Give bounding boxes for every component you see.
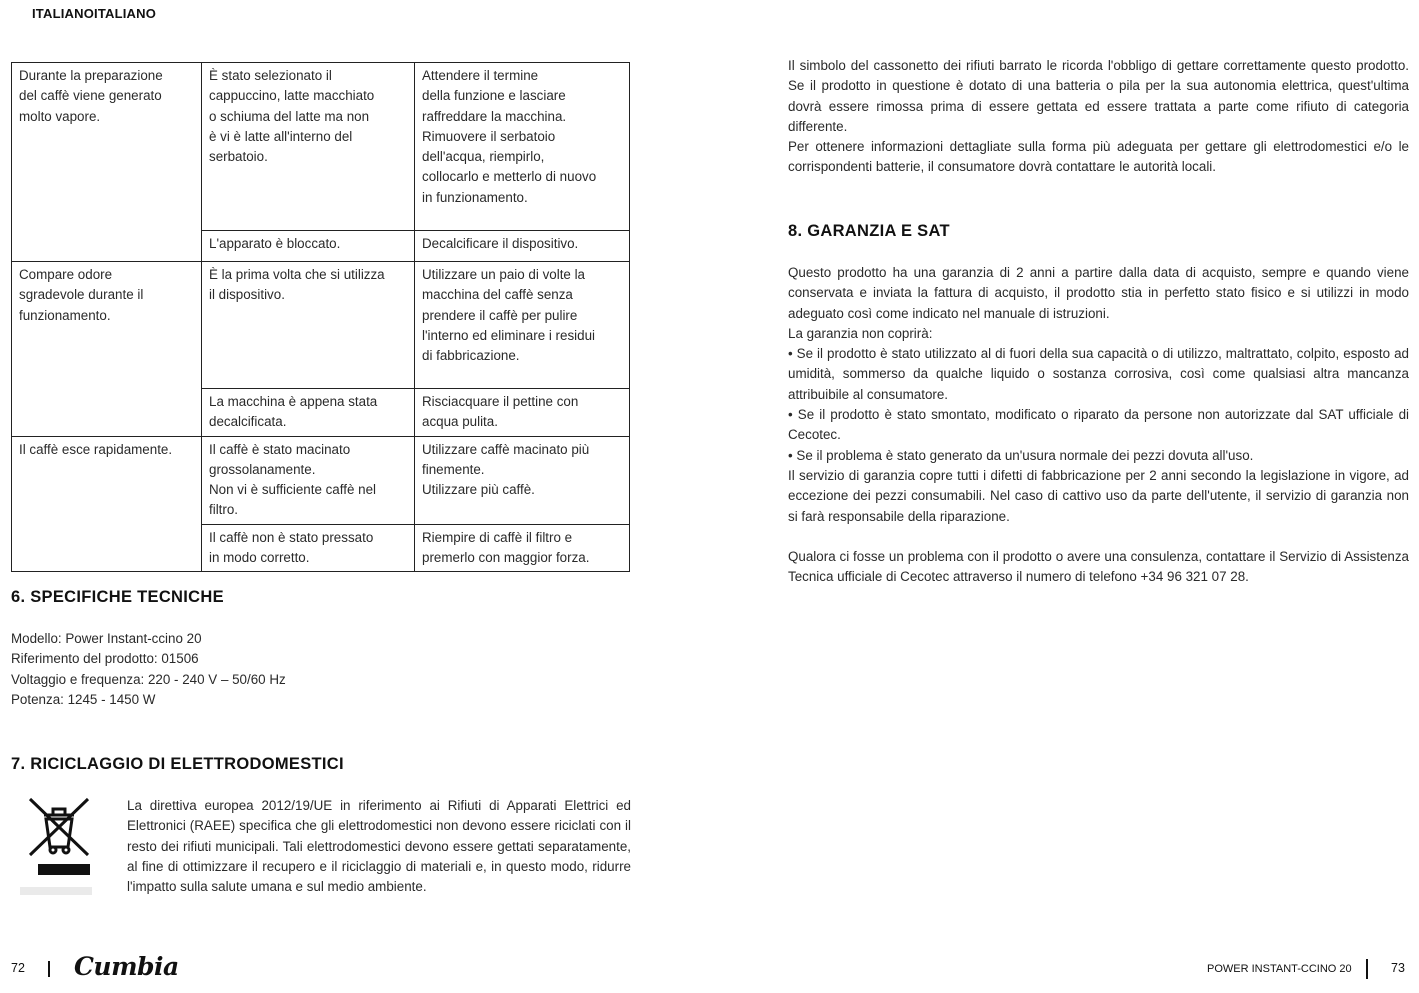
spec-model: Modello: Power Instant-ccino 20 [11,631,202,646]
table-row [12,262,630,389]
cause-cell: È la prima volta che si utilizza il dispositivo. [202,262,415,389]
spec-power: Potenza: 1245 - 1450 W [11,691,156,707]
recycling-text: La direttiva europea 2012/19/UE in riferimento ai Rifiuti di Apparati Elettrici ed Elettronici (RAEE) specifica che gli elettrodomestici non devono essere riciclati con il resto dei rifiuti municipali. Tali elettrodomestici devono essere gettati separatamente, al fine di ottimizzare il recupero e il riciclaggio di materiali e, in questo modo, ridurre l'impatto sulla salute umana e sul medio ambiente. [127,798,631,895]
spec-reference: Riferimento del prodotto: 01506 [11,651,199,667]
problem-cell: Compare odore sgradevole durante il funzionamento. [12,262,202,437]
footer-divider [1366,959,1368,979]
solution-cell: Utilizzare caffè macinato più finemente. Utilizzare più caffè. [415,436,630,524]
solution-cell: Decalcificare il dispositivo. [415,231,630,262]
solution-cell: Riempire di caffè il filtro e premerlo con maggior forza. [415,524,630,572]
spec-voltage: Voltaggio e frequenza: 220 - 240 V – 50/60 Hz [11,671,286,687]
footer-divider [48,961,50,977]
warranty-exclusion: • Se il problema è stato generato da un'usura normale dei pezzi dovuta all'uso. [788,447,1254,463]
troubleshooting-table [11,62,630,572]
warranty-paragraph: La garanzia non coprirà: [788,325,933,341]
problem-cell: Durante la preparazione del caffè viene generato molto vapore. [12,63,202,262]
disposal-paragraph: Il simbolo del cassonetto dei rifiuti barrato le ricorda l'obbligo di gettare correttamente questo prodotto. Se il prodotto in questione è dotato di una batteria o pila per la sua autonomia elettrica, quest'ultima dovrà essere rimossa prima di essere gettata ed essere trattata a parte come rifiuto di categoria differente. [788,58,1409,134]
warranty-paragraph: Questo prodotto ha una garanzia di 2 anni a partire dalla data di acquisto, sempre e quando viene conservata e inviata la fattura di acquisto, il prodotto stia in perfetto stato fisico e si utilizzi in modo adeguato così come indicato nel manuale di istruzioni. [788,265,1409,321]
table-row [12,63,630,231]
disposal-paragraph: Per ottenere informazioni dettagliate sulla forma più adeguata per gettare gli elettrodomestici e/o le corrispondenti batterie, il consumatore dovrà contattare le autorità locali. [788,139,1409,175]
page-number-left: 72 [11,961,25,975]
warranty-text [788,263,1409,588]
table-row [12,436,630,524]
warranty-heading: 8. GARANZIA E SAT [788,222,950,240]
recycling-heading: 7. RICICLAGGIO DI ELETTRODOMESTICI [11,755,344,773]
warranty-paragraph: Il servizio di garanzia copre tutti i difetti di fabbricazione per 2 anni secondo la legislazione in vigore, ad eccezione dei pezzi consumabili. Nel caso di cattivo uso da parte dell'utente, il servizio di garanzia non si farà responsabile della riparazione. [788,467,1409,524]
solution-cell: Risciacquare il pettine con acqua pulita. [415,389,630,437]
solution-cell: Attendere il termine della funzione e lasciare raffreddare la macchina. Rimuovere il serbatoio dell'acqua, riempirlo, collocarlo e metterlo di nuovo in funzionamento. [415,63,630,231]
solution-cell: Utilizzare un paio di volte la macchina del caffè senza prendere il caffè per pulire l'interno ed eliminare i residui di fabbricazione. [415,262,630,389]
cause-cell: L'apparato è bloccato. [202,231,415,262]
disposal-info [788,56,1409,178]
problem-cell: Il caffè esce rapidamente. [12,436,202,572]
warranty-contact: Qualora ci fosse un problema con il prodotto o avere una consulenza, contattare il Servizio di Assistenza Tecnica ufficiale di Cecotec attraverso il numero di telefono +34 96 321 07 28. [788,549,1409,585]
cause-cell: La macchina è appena stata decalcificata. [202,389,415,437]
weee-crossed-bin-icon [18,795,100,901]
warranty-exclusion: • Se il prodotto è stato smontato, modificato o riparato da persone non autorizzate dal SAT ufficiale di Cecotec. [788,407,1409,443]
specs-heading: 6. SPECIFICHE TECNICHE [11,588,224,606]
warranty-exclusion: • Se il prodotto è stato utilizzato al di fuori della sua capacità o di utilizzo, maltrattato, colpito, esposto ad umidità, sommerso da qualche liquido o sostanza corrosiva, così come qualsiasi altra mancanza attribuibile al consumatore. [788,346,1409,402]
specs-list [11,629,286,710]
cause-cell: Il caffè è stato macinato grossolanamente. Non vi è sufficiente caffè nel filtro. [202,436,415,524]
footer-product-name: POWER INSTANT-CCINO 20 [1207,963,1352,975]
brand-logo: Cumbia [74,952,179,981]
cause-cell: Il caffè non è stato pressato in modo corretto. [202,524,415,572]
page-number-right: 73 [1391,961,1405,975]
cause-cell: È stato selezionato il cappuccino, latte macchiato o schiuma del latte ma non è vi è latte all'interno del serbatoio. [202,63,415,231]
page-header-title: ITALIANOITALIANO [32,6,157,21]
